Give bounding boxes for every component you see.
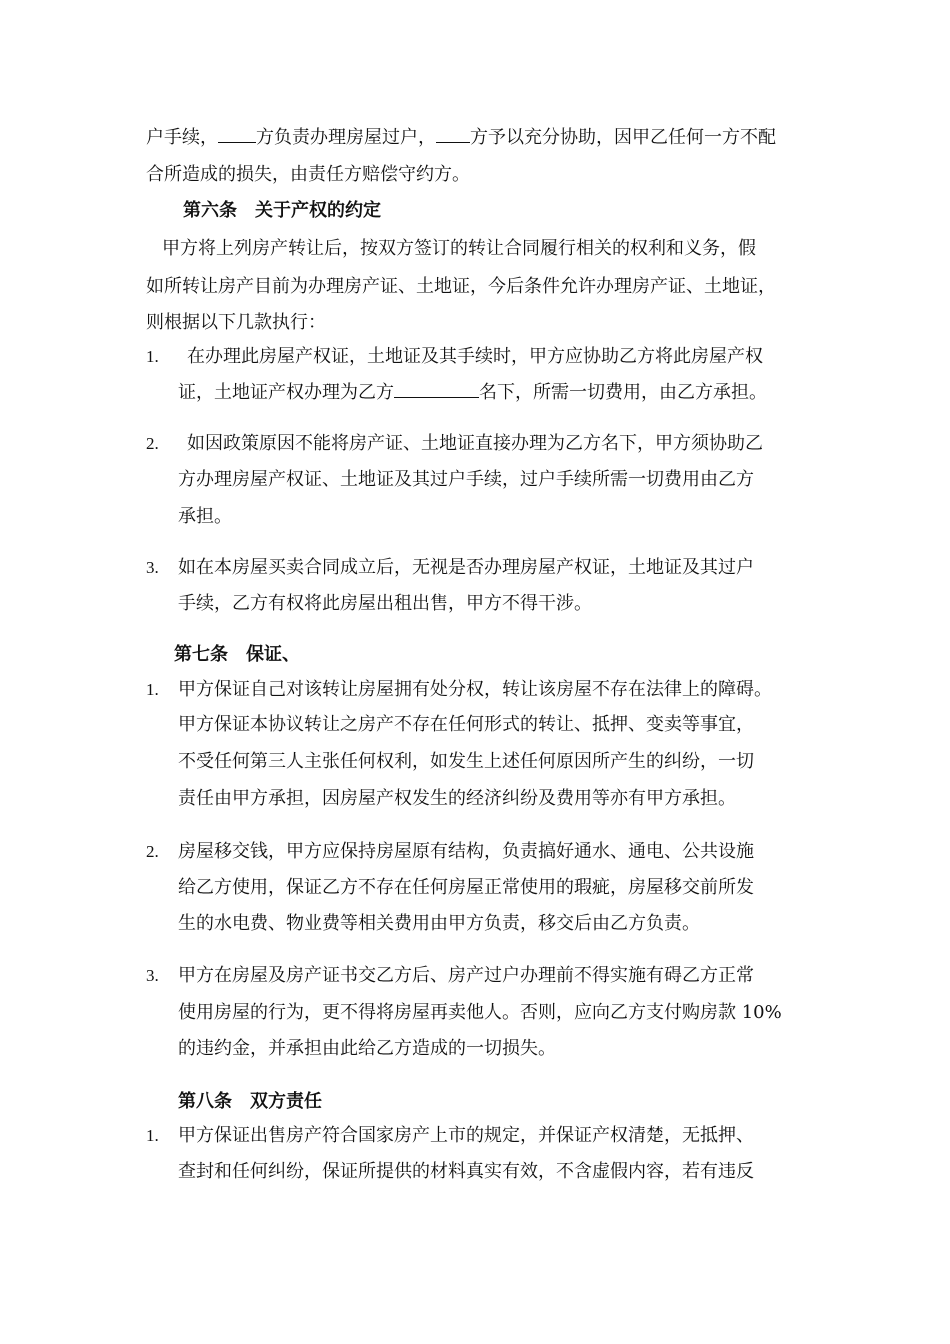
list-item-line: 使用房屋的行为，更不得将房屋再卖他人。否则，应向乙方支付购房款 10%: [178, 1002, 782, 1023]
paragraph-line: [146, 124, 776, 150]
list-item-line: 承担。: [178, 506, 232, 527]
list-item-line: 甲方保证自己对该转让房屋拥有处分权，转让该房屋不存在法律上的障碍。: [178, 679, 772, 700]
list-item-line: 给乙方使用，保证乙方不存在任何房屋正常使用的瑕疵，房屋移交前所发: [178, 877, 754, 898]
blank-field[interactable]: [394, 379, 479, 398]
list-item-line: 甲方保证本协议转让之房产不存在任何形式的转让、抵押、变卖等事宜，: [178, 714, 754, 735]
blank-field[interactable]: [436, 124, 470, 143]
list-number: 3.: [146, 966, 159, 985]
list-number: 1.: [146, 680, 159, 699]
list-item-line: 如因政策原因不能将房产证、土地证直接办理为乙方名下，甲方须协助乙: [187, 433, 763, 454]
list-number: 1.: [146, 347, 159, 366]
list-item-line: 房屋移交钱，甲方应保持房屋原有结构，负责搞好通水、通电、公共设施: [178, 841, 754, 862]
text: 方负责办理房屋过户，: [256, 127, 436, 148]
list-number: 2.: [146, 842, 159, 861]
paragraph-line: 则根据以下几款执行：: [146, 312, 326, 333]
list-item-line: 责任由甲方承担，因房屋产权发生的经济纠纷及费用等亦有甲方承担。: [178, 788, 736, 809]
paragraph-line: 合所造成的损失，由责任方赔偿守约方。: [146, 164, 470, 185]
list-item-line: 甲方保证出售房产符合国家房产上市的规定，并保证产权清楚，无抵押、: [178, 1125, 754, 1146]
list-item-line: 如在本房屋买卖合同成立后，无视是否办理房屋产权证，土地证及其过户: [178, 557, 754, 578]
list-number: 2.: [146, 434, 159, 453]
list-item-line: 生的水电费、物业费等相关费用由甲方负责，移交后由乙方负责。: [178, 913, 700, 934]
list-number: 1.: [146, 1126, 159, 1145]
article-8-title: 第八条 双方责任: [178, 1091, 322, 1112]
article-7-title: 第七条 保证、: [174, 644, 300, 665]
list-item-line: 方办理房屋产权证、土地证及其过户手续，过户手续所需一切费用由乙方: [178, 469, 754, 490]
list-item-line: 甲方在房屋及房产证书交乙方后、房产过户办理前不得实施有碍乙方正常: [178, 965, 754, 986]
article-6-title: 第六条 关于产权的约定: [183, 200, 381, 221]
text: 名下，所需一切费用，由乙方承担。: [479, 382, 767, 403]
list-item-line: 在办理此房屋产权证，土地证及其手续时，甲方应协助乙方将此房屋产权: [187, 346, 763, 367]
text: 户手续，: [146, 127, 218, 148]
blank-field[interactable]: [218, 124, 256, 143]
list-item-line: 不受任何第三人主张任何权利，如发生上述任何原因所产生的纠纷，一切: [178, 751, 754, 772]
text: 证，土地证产权办理为乙方: [178, 382, 394, 403]
list-item-line: [178, 379, 767, 405]
list-number: 3.: [146, 558, 159, 577]
list-item-line: 的违约金，并承担由此给乙方造成的一切损失。: [178, 1038, 556, 1059]
list-item-line: 查封和任何纠纷，保证所提供的材料真实有效，不含虚假内容，若有违反: [178, 1161, 754, 1182]
list-item-line: 手续，乙方有权将此房屋出租出售，甲方不得干涉。: [178, 593, 592, 614]
paragraph-line: 甲方将上列房产转让后，按双方签订的转让合同履行相关的权利和义务，假: [162, 238, 756, 259]
paragraph-line: 如所转让房产目前为办理房产证、土地证，今后条件允许办理房产证、土地证，: [146, 276, 776, 297]
text: 方予以充分协助，因甲乙任何一方不配: [470, 127, 776, 148]
